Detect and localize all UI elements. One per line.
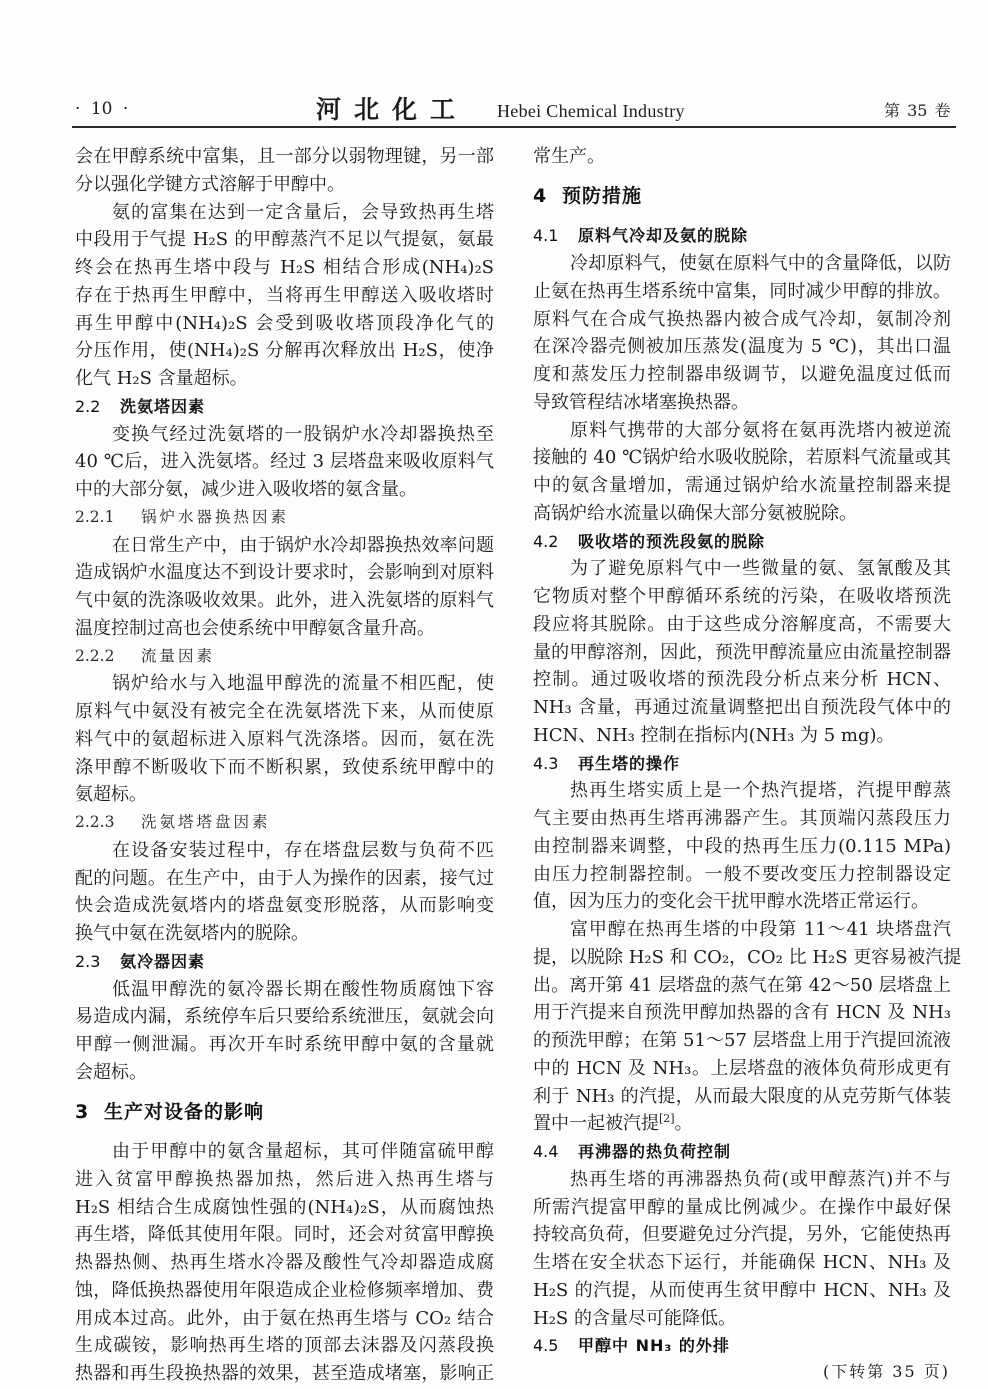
text-line: 值，因为压力的变化会干扰甲醇水洗塔正常运行。: [533, 891, 929, 913]
text-line: 涤甲醇不断吸收下而不断积累，致使系统甲醇中的: [75, 756, 494, 778]
text-line: 再生塔，降低其使用年限。同时，还会对贫富甲醇换: [75, 1224, 494, 1246]
subsection-heading: [533, 222, 951, 250]
text-line: H₂S 相结合生成腐蚀性强的(NH₄)₂S，从而腐蚀热: [75, 1196, 494, 1218]
text-line: 氨超标。: [75, 784, 147, 806]
text-line: 锅炉给水与入地温甲醇洗的流量不相匹配，使: [112, 673, 494, 695]
text-line: 再生甲醇中(NH₄)₂S 会受到吸收塔顶段净化气的: [75, 312, 494, 334]
text-line: 热再生塔实质上是一个热汽提塔，汽提甲醇蒸: [570, 780, 951, 802]
heading-number: 2.2.1: [75, 507, 115, 526]
text-line: 冷却原料气，使氨在原料气中的含量降低，以防: [570, 253, 951, 274]
heading-number: 2.2.3: [75, 813, 115, 831]
page-number: · 10 ·: [75, 99, 129, 119]
text-line: 分压作用，使(NH₄)₂S 分解再次释放出 H₂S，使净: [75, 340, 494, 362]
heading-number: 2.2.2: [75, 646, 115, 665]
text-line: 原料气在合成气换热器内被合成气冷却，氨制冷剂: [533, 308, 951, 330]
heading-title: 再生塔的操作: [578, 753, 681, 773]
text-line: 热器和再生段换热器的效果，甚至造成堵塞，影响正: [75, 1363, 494, 1384]
text-line: 利于 NH₃ 的汽提，从而最大限度的从克劳斯气体装: [533, 1085, 951, 1107]
text-line: 氨的富集在达到一定含量后，会导致热再生塔: [112, 201, 494, 223]
text-line: 中的氨含量增加，需通过锅炉给水流量控制器来提: [533, 475, 951, 496]
paragraph: [533, 417, 951, 528]
text-line: 控制。通过吸收塔的预洗段分析点来分析 HCN、: [533, 669, 951, 691]
text-line: 提，以脱除 H₂S 和 CO₂，CO₂ 比 H₂S 更容易被汽提: [533, 946, 962, 968]
header-rule: [72, 126, 956, 128]
text-line: [533, 1110, 951, 1138]
text-line: 富甲醇在热再生塔的中段第 11～41 块塔盘汽: [570, 919, 951, 940]
text-line: 段应将其脱除。由于这些成分溶解度高，不需要大: [533, 613, 951, 635]
text-line: H₂S 的含量尽可能降低。: [533, 1307, 736, 1329]
text-line: 变换气经过洗氨塔的一股锅炉水冷却器换热至: [112, 423, 494, 445]
text-line: 所需汽提富甲醇的量成比例减少。在操作中最好保: [533, 1196, 951, 1218]
paragraph: [533, 777, 951, 916]
text-line: 在深冷器壳侧被加压蒸发(温度为 5 ℃)，其出口温: [533, 336, 951, 358]
heading-number: 4.5: [533, 1336, 559, 1356]
text-line: 由压力控制器控制。一般不要改变压力控制器设定: [533, 863, 951, 885]
heading-title: 生产对设备的影响: [104, 1100, 265, 1123]
subsection-heading: [533, 1138, 951, 1166]
paragraph: [533, 1166, 951, 1333]
paragraph: [75, 199, 494, 393]
text-line: 热再生塔的再沸器热负荷(或甲醇蒸汽)并不与: [570, 1168, 951, 1190]
heading-title: 再沸器的热负荷控制: [578, 1142, 732, 1161]
text-line: 造成锅炉水温度达不到设计要求时，会影响到对原料: [75, 562, 494, 584]
text-line: 高锅炉给水流量以确保大部分氨被脱除。: [533, 502, 857, 524]
text-line: HCN、NH₃ 控制在指标内(NH₃ 为 5 mg)。: [533, 724, 895, 746]
text-line: 会超标。: [75, 1061, 147, 1083]
text-segment: 置中一起被汽提: [533, 1113, 659, 1135]
text-segment: 。: [674, 1113, 693, 1135]
text-line: 用成本过高。此外，由于氨在热再生塔与 CO₂ 结合: [75, 1307, 494, 1329]
text-line: 为了避免原料气中一些微量的氨、氢氰酸及其: [570, 558, 951, 580]
text-line: 导致管程结冰堵塞换热器。: [533, 391, 749, 413]
text-line: H₂S 的汽提，从而使再生贫甲醇中 HCN、NH₃ 及: [533, 1279, 951, 1301]
right-column: [533, 143, 962, 1384]
section-heading: [75, 1087, 494, 1139]
text-line: 原料气携带的大部分氨将在氨再洗塔内被逆流: [570, 419, 951, 441]
text-line: 的预洗甲醇；在第 51～57 层塔盘上用于汽提回流液: [533, 1030, 951, 1051]
left-column: [75, 143, 494, 1388]
citation-marker: [2]: [659, 1112, 675, 1126]
text-line: 热器热侧、热再生塔水冷器及酸性气冷却器造成腐: [75, 1252, 494, 1273]
text-line: 在日常生产中，由于锅炉水冷却器换热效率问题: [112, 534, 494, 556]
text-line: 量的甲醇溶剂，因此，预洗甲醇流量应由流量控制器: [533, 641, 951, 663]
text-line: 由控制器来调整，中段的热再生压力(0.115 MPa): [533, 835, 951, 857]
heading-title: 预防措施: [562, 184, 643, 207]
text-line: 气中氨的洗涤吸收效果。此外，进入洗氨塔的原料气: [75, 590, 494, 611]
heading-number: 4.1: [533, 226, 559, 246]
text-line: 度和蒸发压力控制器串级调节，以避免温度过低而: [533, 364, 951, 385]
heading-number: 3: [75, 1100, 89, 1123]
heading-number: 4.4: [533, 1142, 559, 1161]
heading-number: 4.2: [533, 531, 559, 551]
paragraph: [533, 916, 962, 1138]
volume-label: 第 35 卷: [884, 101, 951, 120]
text-line: 化气 H₂S 含量超标。: [75, 368, 248, 389]
text-line: 出。离开第 41 层塔盘的蒸气在第 42～50 层塔盘上: [533, 974, 951, 996]
text-line: 常生产。: [533, 146, 605, 167]
paragraph: [533, 250, 951, 417]
subsubsection-heading: [75, 809, 494, 837]
text-line: 生塔在安全状态下运行，并能确保 HCN、NH₃ 及: [533, 1252, 951, 1273]
text-line: 料气中的氨超标进入原料气洗涤塔。因而，氨在洗: [75, 728, 494, 750]
subsubsection-heading: [75, 643, 494, 671]
text-line: 快会造成洗氨塔内的塔盘氨变形脱落，从而影响变: [75, 895, 494, 917]
subsection-heading: [533, 1332, 951, 1360]
paragraph: [75, 532, 494, 643]
text-line: 甲醇一侧泄漏。再次开车时系统甲醇中氨的含量就: [75, 1034, 494, 1055]
text-line: 换气中氨在洗氨塔内的脱除。: [75, 923, 309, 944]
paragraph: [75, 421, 494, 504]
text-line: 在设备安装过程中，存在塔盘层数与负荷不匹: [112, 839, 494, 861]
text-line: 中的大部分氨，减少进入吸收塔的氨含量。: [75, 479, 417, 500]
text-line: 40 ℃后，进入洗氨塔。经过 3 层塔盘来吸收原料气: [75, 451, 494, 473]
text-line: 中段用于气提 H₂S 的甲醇蒸汽不足以气提氨，氨最: [75, 229, 494, 251]
subsection-heading: [75, 948, 494, 976]
journal-title-cn: 河北化工: [316, 95, 469, 124]
heading-title: 洗氨塔塔盘因素: [141, 813, 271, 831]
heading-number: 2.2: [75, 396, 101, 416]
text-line: 原料气中氨没有被完全在洗氨塔洗下来，从而使原: [75, 701, 494, 722]
text-line: NH₃ 含量，再通过流量调整把出自预洗段气体中的: [533, 697, 951, 718]
paragraph: [75, 1138, 494, 1388]
journal-title-en: Hebei Chemical Industry: [497, 101, 685, 121]
subsection-heading: [533, 528, 951, 556]
heading-number: 4.3: [533, 753, 559, 773]
paragraph: [75, 976, 494, 1087]
text-line: 低温甲醇洗的氨冷器长期在酸性物质腐蚀下容: [112, 978, 494, 1000]
text-line: 进入贫富甲醇换热器加热，然后进入热再生塔与: [75, 1168, 494, 1190]
paragraph: [533, 143, 951, 171]
text-line: 接触的 40 ℃锅炉给水吸收脱除，若原料气流量或其: [533, 447, 951, 469]
text-line: 会在甲醇系统中富集，且一部分以弱物理键，另一部: [75, 146, 494, 167]
text-line: 气主要由热再生塔再沸器产生。其顶端闪蒸段压力: [533, 808, 951, 829]
paragraph: [75, 143, 494, 199]
text-line: 生成碳铵，影响热再生塔的顶部去沫器及闪蒸段换: [75, 1335, 494, 1357]
text-line: 用于汽提来自预洗甲醇加热器的含有 HCN 及 NH₃: [533, 1002, 951, 1024]
heading-title: 甲醇中 NH₃ 的外排: [578, 1336, 730, 1356]
text-line: 蚀，降低换热器使用年限造成企业检修频率增加、费: [75, 1279, 494, 1301]
heading-title: 流量因素: [141, 646, 216, 665]
heading-title: 氨冷器因素: [120, 951, 206, 971]
section-heading: [533, 171, 951, 223]
text-line: 存在于热再生甲醇中，当将再生甲醇送入吸收塔时: [75, 284, 494, 306]
text-line: 分以强化学键方式溶解于甲醇中。: [75, 173, 345, 195]
heading-number: 4: [533, 184, 547, 207]
subsection-heading: [533, 750, 951, 778]
text-line: 由于甲醇中的氨含量超标，其可伴随富硫甲醇: [112, 1141, 494, 1162]
heading-title: 洗氨塔因素: [120, 396, 206, 416]
heading-title: 原料气冷却及氨的脱除: [578, 226, 749, 246]
text-line: 易造成内漏，系统停车后只要给系统泄压，氨就会向: [75, 1006, 494, 1028]
text-line: 它物质对整个甲醇循环系统的污染，在吸收塔预洗: [533, 586, 951, 607]
subsubsection-heading: [75, 504, 494, 532]
paragraph: [75, 670, 494, 809]
paragraph: [533, 555, 951, 749]
text-line: 止氨在热再生塔系统中富集，同时减少甲醇的排放。: [533, 280, 951, 302]
subsection-heading: [75, 393, 494, 421]
text-line: 温度控制过高也会使系统中甲醇氨含量升高。: [75, 617, 435, 639]
heading-title: 吸收塔的预洗段氨的脱除: [578, 531, 766, 551]
text-line: 配的问题。在生产中，由于人为操作的因素，接气过: [75, 867, 494, 889]
heading-number: 2.3: [75, 951, 101, 971]
continued-note: (下转第 35 页): [822, 1362, 950, 1381]
heading-title: 锅炉水器换热因素: [141, 507, 290, 526]
paragraph: [75, 837, 494, 948]
text-line: 持较高负荷，但要避免过分汽提，另外，它能使热再: [533, 1224, 951, 1246]
text-line: 中的 HCN 及 NH₃。上层塔盘的液体负荷形成更有: [533, 1057, 951, 1079]
text-line: 终会在热再生塔中段与 H₂S 相结合形成(NH₄)₂S: [75, 257, 494, 278]
